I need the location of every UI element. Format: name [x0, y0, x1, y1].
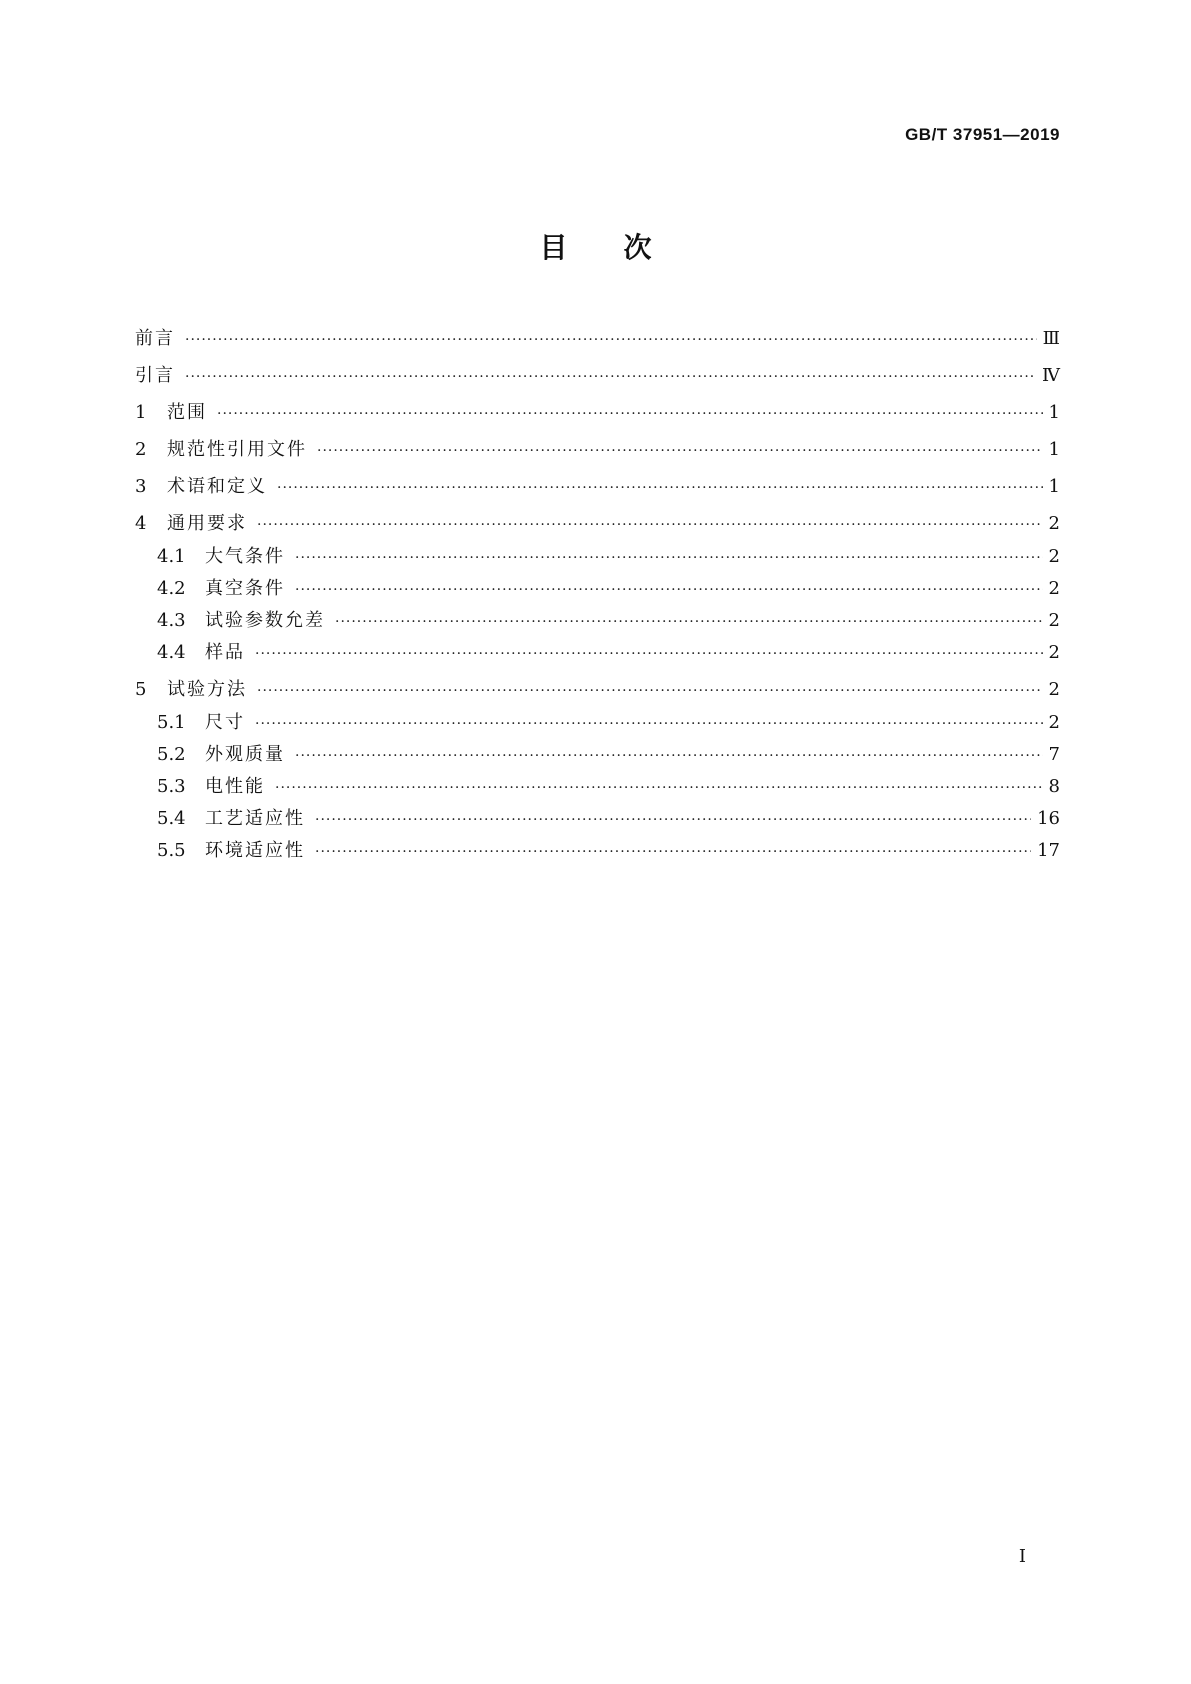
toc-item-label: 术语和定义: [167, 476, 267, 497]
toc-item-page: 2: [1048, 610, 1060, 631]
toc-leader-dots: [295, 745, 1043, 767]
toc-item-number: 5.2: [157, 744, 186, 765]
toc-item-page: 1: [1048, 476, 1060, 497]
toc-leader-dots: [277, 477, 1043, 499]
toc-item-label: 大气条件: [205, 546, 285, 567]
toc-item-4[interactable]: [135, 513, 1060, 536]
toc-leader-dots: [255, 713, 1043, 735]
toc-item-5-4[interactable]: [135, 808, 1060, 831]
toc-leader-dots: [295, 547, 1043, 569]
toc-item-4-3[interactable]: [135, 610, 1060, 633]
toc-leader-dots: [335, 611, 1043, 633]
toc-leader-dots: [185, 366, 1036, 388]
toc-item-page: 16: [1037, 808, 1060, 829]
page-number: I: [1018, 1546, 1026, 1567]
toc-item-label: 外观质量: [205, 744, 285, 765]
toc-item-page: 2: [1048, 578, 1060, 599]
toc-item-label: 通用要求: [167, 513, 247, 534]
toc-leader-dots: [255, 643, 1043, 665]
toc-item-number: 5.3: [157, 776, 186, 797]
toc-item-page: 2: [1048, 513, 1060, 534]
toc-leader-dots: [185, 329, 1037, 351]
toc-item-number: 5.4: [157, 808, 186, 829]
toc-item-number: 4.3: [157, 610, 186, 631]
toc-item-number: 4.4: [157, 642, 186, 663]
toc-item-page: Ⅲ: [1042, 328, 1060, 349]
toc-item-number: 1: [135, 402, 147, 423]
toc-item-label: 前言: [135, 328, 175, 349]
toc-item-5[interactable]: [135, 679, 1060, 702]
toc-leader-dots: [217, 403, 1043, 425]
toc-item-4-1[interactable]: [135, 546, 1060, 569]
toc-item-label: 尺寸: [205, 712, 245, 733]
toc-item-4-2[interactable]: [135, 578, 1060, 601]
toc-item-page: 17: [1037, 840, 1060, 861]
toc-item-page: 1: [1048, 439, 1060, 460]
toc-item-number: 4: [135, 513, 147, 534]
toc-item-number: 5.1: [157, 712, 186, 733]
toc-item-label: 规范性引用文件: [167, 439, 307, 460]
toc-item-number: 5.5: [157, 840, 186, 861]
toc-item-4-4[interactable]: [135, 642, 1060, 665]
toc-item-label: 范围: [167, 402, 207, 423]
toc-leader-dots: [275, 777, 1043, 799]
toc-item-5-3[interactable]: [135, 776, 1060, 799]
toc-item-2[interactable]: [135, 439, 1060, 462]
toc-item-number: 5: [135, 679, 147, 700]
toc-item-label: 样品: [205, 642, 245, 663]
table-of-contents: [135, 328, 1060, 863]
toc-item-label: 电性能: [205, 776, 265, 797]
toc-leader-dots: [315, 841, 1031, 863]
toc-item-number: 2: [135, 439, 147, 460]
toc-item-label: 试验参数允差: [205, 610, 325, 631]
toc-item-label: 试验方法: [167, 679, 247, 700]
toc-item-page: 1: [1048, 402, 1060, 423]
toc-item-page: Ⅳ: [1042, 365, 1060, 386]
page-title: 目次: [539, 231, 708, 264]
toc-item-page: 2: [1048, 546, 1060, 567]
toc-item-label: 环境适应性: [205, 840, 305, 861]
toc-item-label: 真空条件: [205, 578, 285, 599]
toc-item-1[interactable]: [135, 402, 1060, 425]
toc-leader-dots: [317, 440, 1043, 462]
toc-leader-dots: [257, 514, 1043, 536]
toc-leader-dots: [295, 579, 1043, 601]
toc-item-page: 2: [1048, 712, 1060, 733]
toc-item-introduction[interactable]: [135, 365, 1060, 388]
toc-item-foreword[interactable]: [135, 328, 1060, 351]
toc-item-page: 7: [1048, 744, 1060, 765]
standard-number: GB/T 37951—2019: [905, 125, 1060, 144]
toc-leader-dots: [315, 809, 1031, 831]
toc-item-label: 引言: [135, 365, 175, 386]
toc-item-page: 2: [1048, 642, 1060, 663]
toc-item-label: 工艺适应性: [205, 808, 305, 829]
toc-item-page: 8: [1048, 776, 1060, 797]
toc-item-5-2[interactable]: [135, 744, 1060, 767]
toc-item-5-5[interactable]: [135, 840, 1060, 863]
toc-item-3[interactable]: [135, 476, 1060, 499]
toc-item-number: 4.2: [157, 578, 186, 599]
toc-item-5-1[interactable]: [135, 712, 1060, 735]
toc-item-number: 4.1: [157, 546, 186, 567]
toc-item-page: 2: [1048, 679, 1060, 700]
toc-leader-dots: [257, 680, 1043, 702]
toc-item-number: 3: [135, 476, 147, 497]
